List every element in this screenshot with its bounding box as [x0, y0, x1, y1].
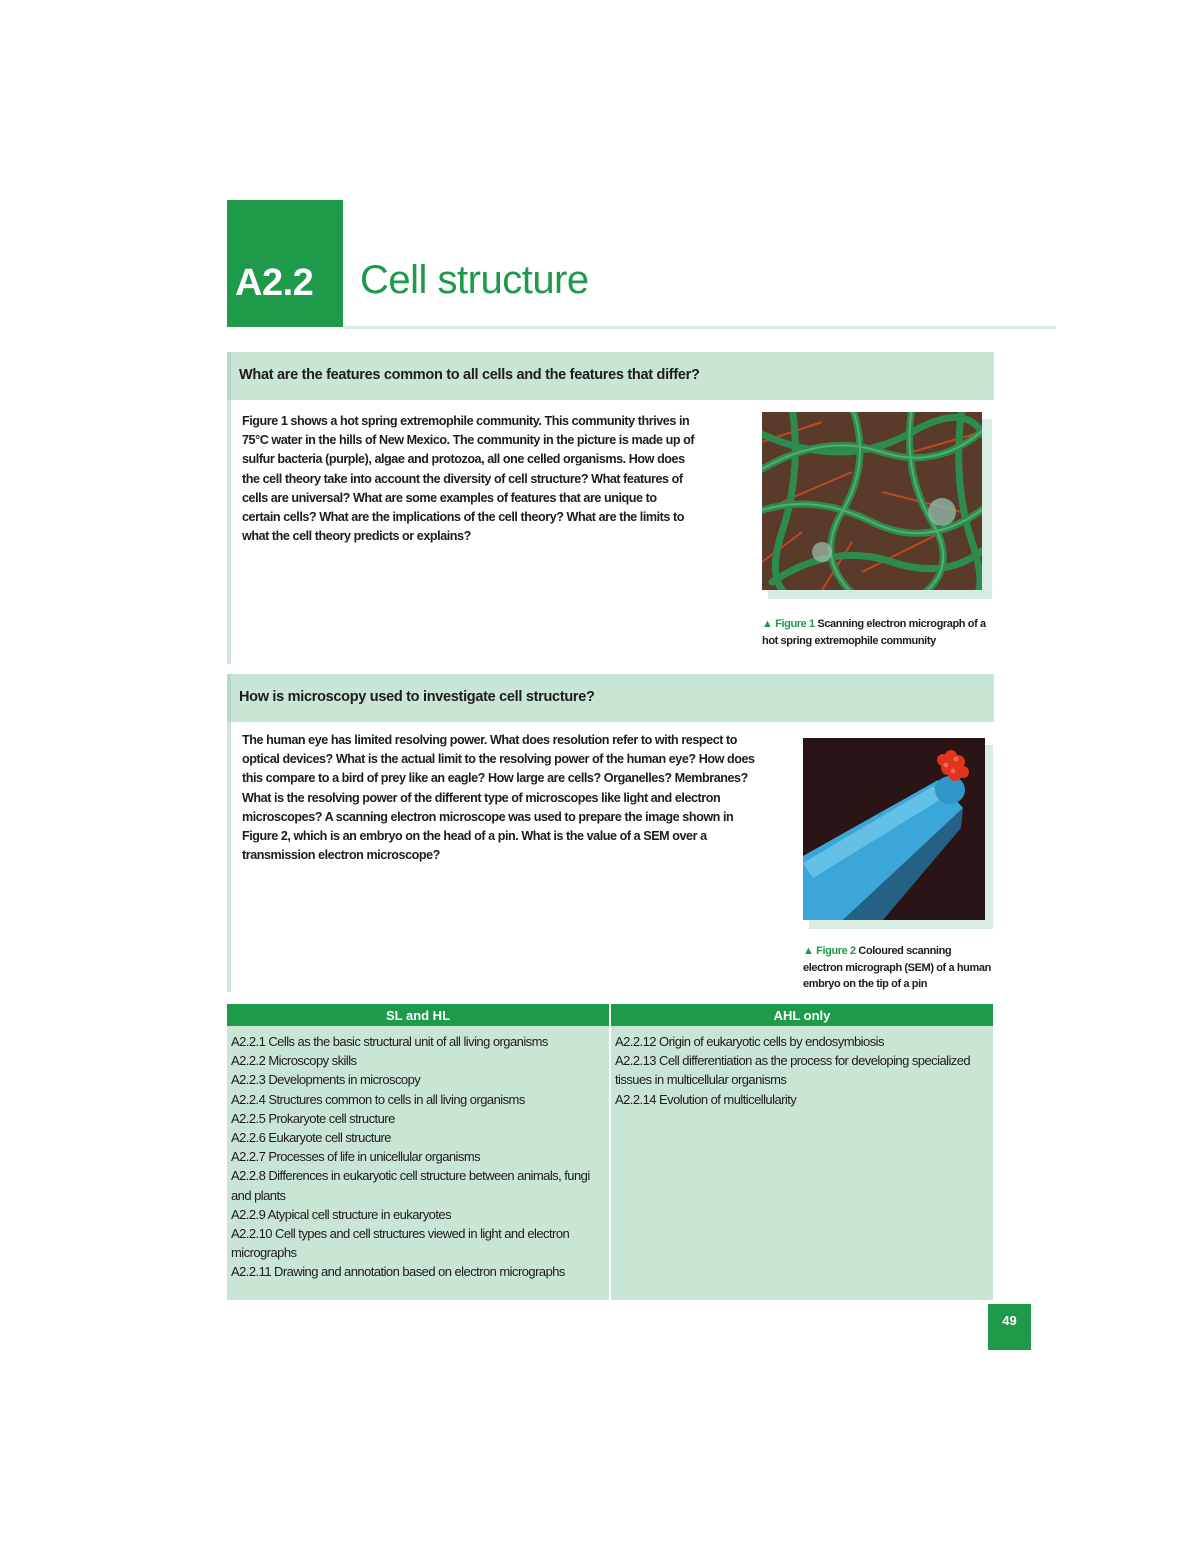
section-1-side-rule [227, 400, 231, 664]
section-1-question-bar [227, 352, 994, 400]
understandings-table [227, 1004, 993, 1300]
list-item: A2.2.9 Atypical cell structure in eukaryotes [231, 1206, 452, 1222]
header-divider [343, 326, 1056, 329]
figure-2-caption [803, 943, 993, 993]
figure-2-image [803, 738, 985, 920]
list-item: A2.2.7 Processes of life in unicellular organisms [231, 1149, 481, 1165]
list-item: A2.2.4 Structures common to cells in all living organisms [231, 1091, 525, 1107]
table-cell-sl-hl [227, 1026, 610, 1300]
section-2-side-rule [227, 722, 231, 992]
figure-1-image [762, 412, 982, 590]
figure-1-caption [762, 616, 990, 649]
section-code-badge [227, 200, 343, 327]
triangle-up-icon: ▲ [762, 618, 773, 630]
figure-1-caption-text: Scanning electron micrograph of a hot spring extremophile community [762, 618, 986, 647]
list-item: A2.2.6 Eukaryote cell structure [231, 1130, 391, 1146]
figure-1-label: Figure 1 [775, 618, 815, 630]
table-header-ahl: AHL only [610, 1004, 993, 1026]
page-title: Cell structure [360, 258, 589, 302]
section-2-question-bar [227, 674, 994, 722]
list-item: A2.2.2 Microscopy skills [231, 1053, 357, 1069]
section-2-body: The human eye has limited resolving power. What does resolution refer to with respect to optical devices? What is the actual limit to the resolving power of the human eye? How does this compare to a bird of prey like an eagle? How large are cells? Organelles? Membranes? What is the resolving power of the different type of microscopes like light and electron microscopes? A scanning electron microscope was used to prepare the image shown in Figure 2, which is an embryo on the head of a pin. What is the value of a SEM over a transmission electron microscope? [242, 733, 755, 863]
list-item: A2.2.8 Differences in eukaryotic cell structure between animals, fungi and plants [231, 1168, 590, 1203]
figure-2-caption-text: Coloured scanning electron micrograph (SEM) of a human embryo on the tip of a pin [803, 945, 991, 990]
figure-2-label: Figure 2 [816, 945, 856, 957]
section-1-body: Figure 1 shows a hot spring extremophile community. This community thrives in 75°C water in the hills of New Mexico. The community in the picture is made up of sulfur bacteria (purple), algae and protozoa, all one celled organisms. How does the cell theory take into account the diversity of cell structure? What features of cells are universal? What are some examples of features that are unique to certain cells? What are the implications of the cell theory? What are the limits to what the cell theory predicts or explains? [242, 414, 695, 544]
list-item: A2.2.14 Evolution of multicellularity [615, 1091, 797, 1107]
page-number: 49 [988, 1304, 1031, 1350]
section-1-question: What are the features common to all cells and the features that differ? [239, 367, 700, 383]
section-2-question: How is microscopy used to investigate cell structure? [239, 689, 595, 705]
list-item: A2.2.5 Prokaryote cell structure [231, 1110, 395, 1126]
section-code: A2.2 [235, 262, 314, 304]
list-item: A2.2.3 Developments in microscopy [231, 1072, 421, 1088]
triangle-up-icon: ▲ [803, 945, 814, 957]
table-header-sl-hl: SL and HL [227, 1004, 610, 1026]
list-item: A2.2.13 Cell differentiation as the process for developing specialized tissues in multicellular organisms [615, 1053, 971, 1088]
list-item: A2.2.10 Cell types and cell structures viewed in light and electron micrographs [231, 1226, 570, 1261]
table-cell-ahl [610, 1026, 993, 1300]
list-item: A2.2.1 Cells as the basic structural unit of all living organisms [231, 1034, 548, 1049]
list-item: A2.2.11 Drawing and annotation based on electron micrographs [231, 1264, 565, 1280]
list-item: A2.2.12 Origin of eukaryotic cells by endosymbiosis [615, 1034, 884, 1049]
